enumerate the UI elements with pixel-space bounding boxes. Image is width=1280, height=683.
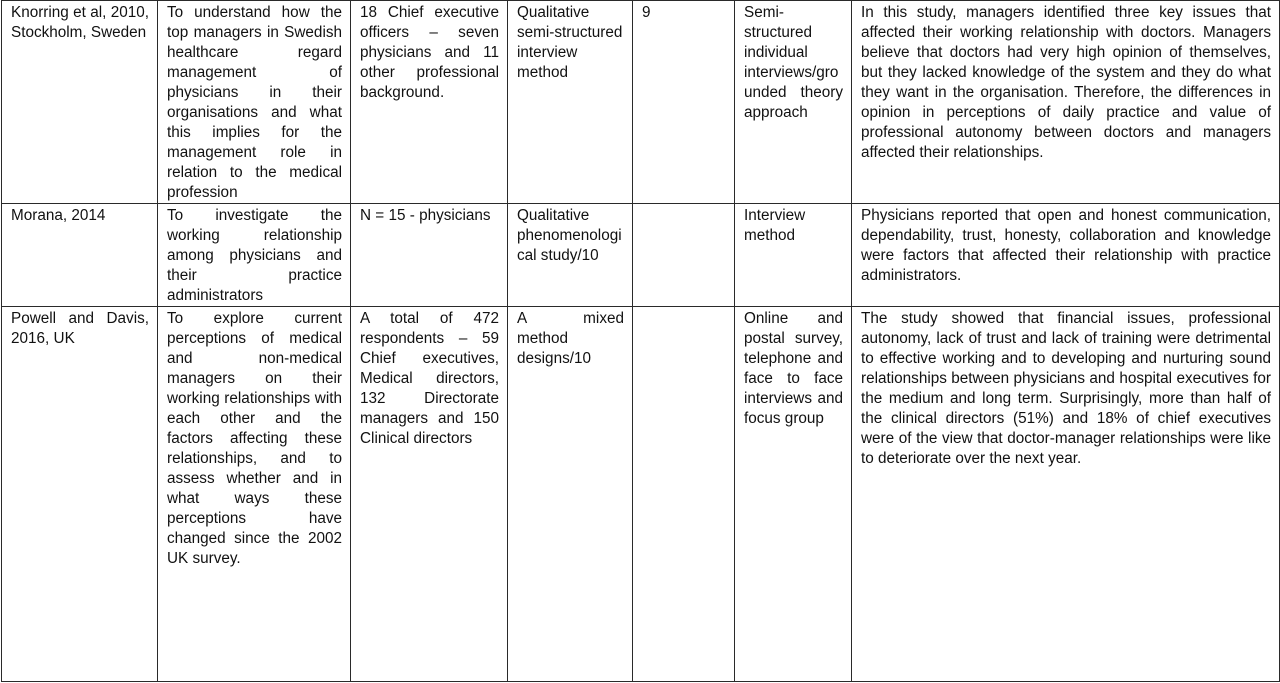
- cell-author: Powell and Davis, 2016, UK: [2, 307, 158, 682]
- cell-score: 9: [633, 1, 735, 204]
- table-row: [2, 1, 1280, 204]
- cell-sample: N = 15 - physicians: [351, 204, 508, 307]
- cell-method: Interview method: [735, 204, 852, 307]
- cell-design: Qualitative semi-structured interview method: [508, 1, 633, 204]
- cell-aim: To explore current perceptions of medical and non-medical managers on their working relationships with each other and the factors affecting these relationships, and to assess whether and in what ways these perceptions have changed since the 2002 UK survey.: [158, 307, 351, 682]
- literature-review-table: [1, 0, 1280, 682]
- cell-sample: A total of 472 respondents – 59 Chief executives, Medical directors, 132 Directorate managers and 150 Clinical directors: [351, 307, 508, 682]
- cell-sample: 18 Chief executive officers – seven physicians and 11 other professional background.: [351, 1, 508, 204]
- table-row: [2, 307, 1280, 682]
- cell-findings: In this study, managers identified three key issues that affected their working relationship with doctors. Managers believe that doctors had very high opinion of themselves, but they lacked knowledge of the system and they do what they want in the organisation. Therefore, the differences in opinion in perceptions of daily practice and value of professional autonomy between doctors and managers affected their relationships.: [852, 1, 1280, 204]
- cell-findings: Physicians reported that open and honest communication, dependability, trust, honesty, collaboration and knowledge were factors that affected their relationship with practice administrators.: [852, 204, 1280, 307]
- cell-aim: To investigate the working relationship among physicians and their practice administrators: [158, 204, 351, 307]
- cell-design: Qualitative phenomenological study/10: [508, 204, 633, 307]
- cell-findings: The study showed that financial issues, professional autonomy, lack of trust and lack of training were detrimental to effective working and to developing and nurturing sound relationships between physicians and hospital executives for the medium and long term. Surprisingly, more than half of the clinical directors (51%) and 18% of chief executives were of the view that doctor-manager relationships were like to deteriorate over the next year.: [852, 307, 1280, 682]
- cell-score: [633, 204, 735, 307]
- cell-design: A mixed method designs/10: [508, 307, 633, 682]
- cell-author: Morana, 2014: [2, 204, 158, 307]
- cell-method: Semi-structured individual interviews/grounded theory approach: [735, 1, 852, 204]
- table-row: [2, 204, 1280, 307]
- cell-aim: To understand how the top managers in Swedish healthcare regard management of physicians in their organisations and what this implies for the management role in relation to the medical profession: [158, 1, 351, 204]
- cell-method: Online and postal survey, telephone and face to face interviews and focus group: [735, 307, 852, 682]
- cell-author: Knorring et al, 2010, Stockholm, Sweden: [2, 1, 158, 204]
- cell-score: [633, 307, 735, 682]
